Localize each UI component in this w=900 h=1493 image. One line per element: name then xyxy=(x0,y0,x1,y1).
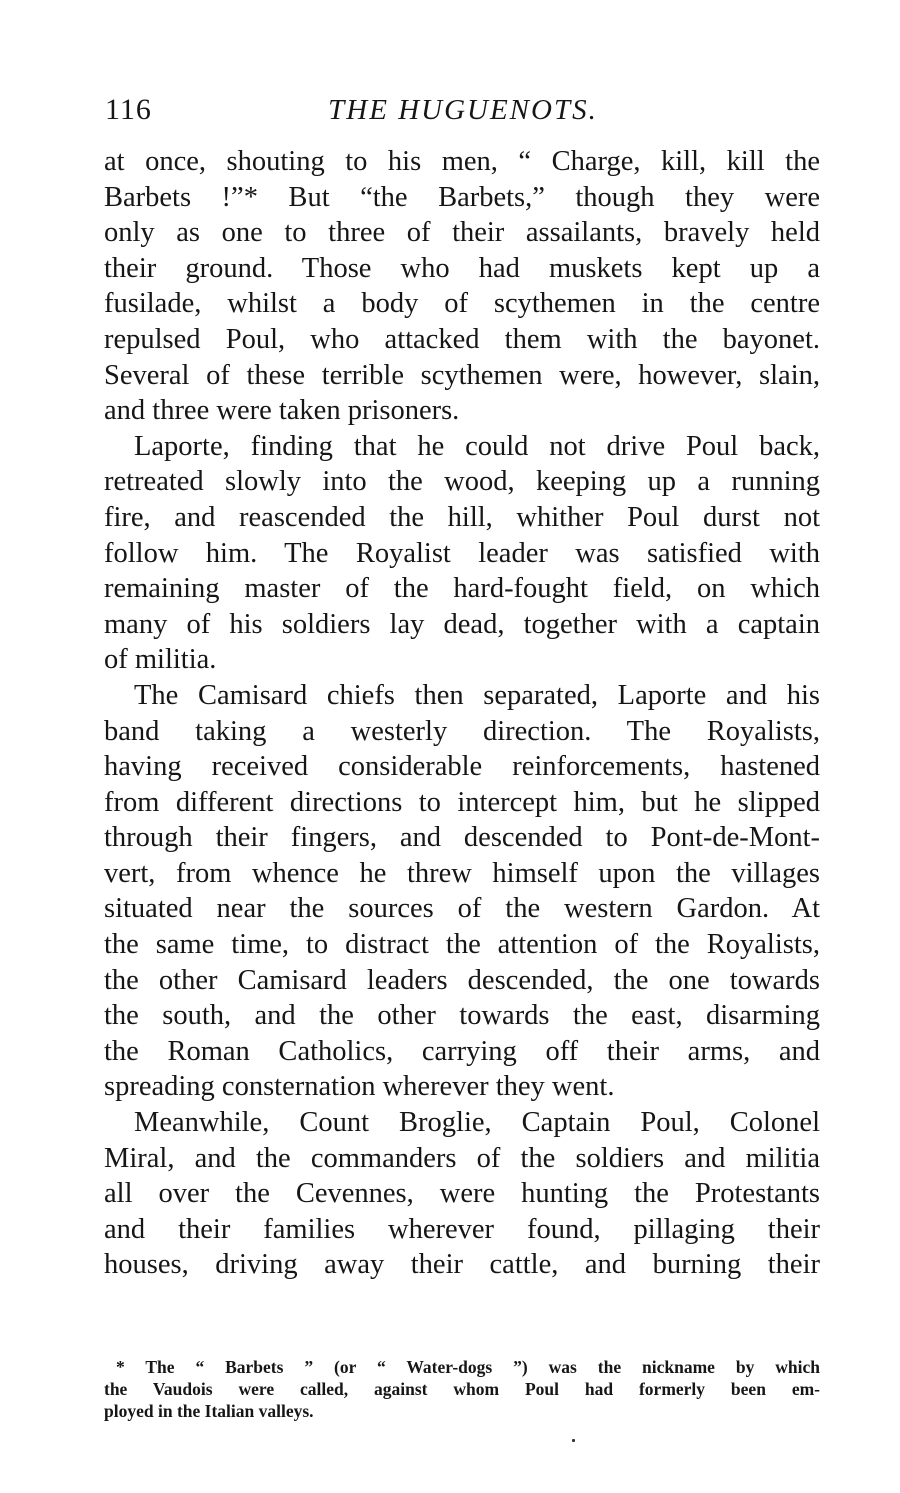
text-line: follow him. The Royalist leader was satisfied with xyxy=(104,537,820,569)
footnote xyxy=(104,1356,820,1422)
text-line: repulsed Poul, who attacked them with the bayonet. xyxy=(104,323,820,355)
text-line: all over the Cevennes, were hunting the Protestants xyxy=(104,1178,820,1210)
footnote-line: the Vaudois were called, against whom Poul had formerly been em- xyxy=(104,1379,820,1399)
text-line: Meanwhile, Count Broglie, Captain Poul, Colonel xyxy=(134,1107,820,1139)
text-line: the Roman Catholics, carrying off their arms, and xyxy=(104,1035,820,1067)
page-header xyxy=(105,90,821,130)
text-line: remaining master of the hard-fought field, on which xyxy=(104,573,820,605)
text-line: only as one to three of their assailants, bravely held xyxy=(104,217,820,249)
text-line: retreated slowly into the wood, keeping up a running xyxy=(104,466,820,498)
text-line: Miral, and the commanders of the soldiers and militia xyxy=(104,1142,820,1174)
page-number: 116 xyxy=(105,93,152,126)
text-line: fire, and reascended the hill, whither Poul durst not xyxy=(104,501,820,533)
print-speck xyxy=(572,1439,575,1442)
text-line: from different directions to intercept him, but he slipped xyxy=(104,786,820,818)
text-line: and their families wherever found, pillaging their xyxy=(104,1213,820,1245)
text-line: having received considerable reinforcements, hastened xyxy=(104,751,820,783)
text-line: at once, shouting to his men, “ Charge, kill, kill the xyxy=(104,146,820,177)
text-line: fusilade, whilst a body of scythemen in the centre xyxy=(104,288,820,320)
text-line: through their fingers, and descended to Pont-de-Mont- xyxy=(104,822,820,854)
text-line: The Camisard chiefs then separated, Laporte and his xyxy=(134,679,820,711)
text-line: band taking a westerly direction. The Royalists, xyxy=(104,715,820,747)
text-line: of militia. xyxy=(104,644,217,676)
footnote-line: * The “ Barbets ” (or “ Water-dogs ”) was the nickname by which xyxy=(116,1357,820,1377)
text-line: their ground. Those who had muskets kept up a xyxy=(104,252,820,284)
body-text xyxy=(104,144,820,1283)
footnote-line: ployed in the Italian valleys. xyxy=(104,1401,314,1421)
text-line: Barbets !”* But “the Barbets,” though they were xyxy=(104,181,820,213)
text-line: the other Camisard leaders descended, the one towards xyxy=(104,964,820,996)
text-line: spreading consternation wherever they went. xyxy=(104,1071,615,1103)
text-line: Laporte, finding that he could not drive Poul back, xyxy=(134,430,820,462)
text-line: the same time, to distract the attention of the Royalists, xyxy=(104,929,820,961)
text-line: houses, driving away their cattle, and burning their xyxy=(104,1249,820,1281)
text-line: and three were taken prisoners. xyxy=(104,395,460,427)
text-line: situated near the sources of the western Gardon. At xyxy=(104,893,820,925)
text-line: the south, and the other towards the east, disarming xyxy=(104,1000,820,1032)
text-line: Several of these terrible scythemen were, however, slain, xyxy=(104,359,820,391)
text-line: vert, from whence he threw himself upon the villages xyxy=(104,857,820,889)
running-title: THE HUGUENOTS. xyxy=(328,94,598,126)
text-line: many of his soldiers lay dead, together with a captain xyxy=(104,608,820,640)
